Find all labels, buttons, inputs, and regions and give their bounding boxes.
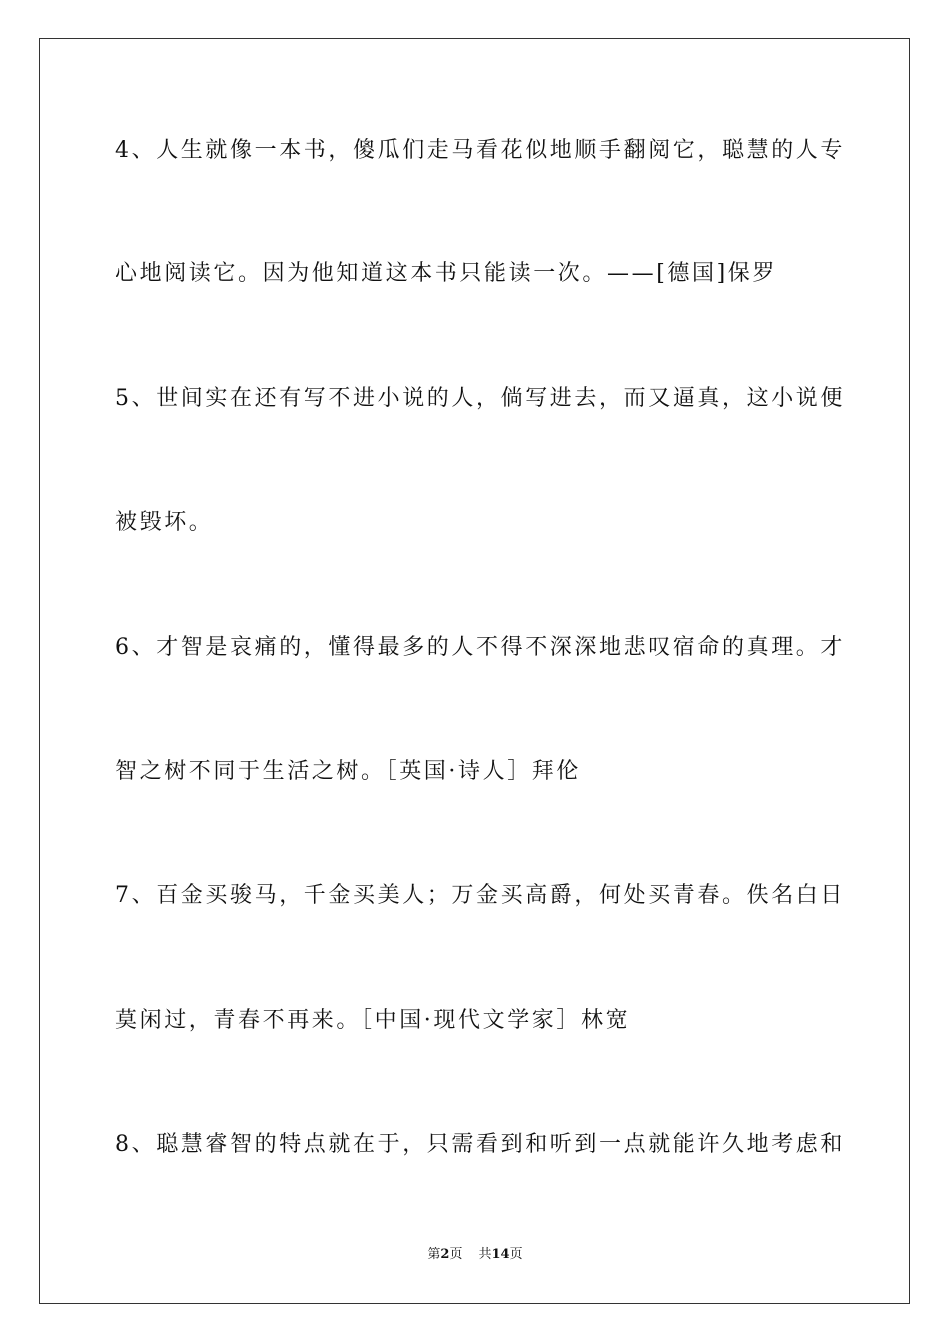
page-footer [0,1246,950,1264]
page-number: 2 [440,1247,450,1262]
total-suffix: 页 [509,1247,523,1262]
text-line-8: 莫闲过，青春不再来。［中国·现代文学家］林宽 [115,1008,631,1033]
page-frame [39,38,910,1304]
text-line-4: 被毁坏。 [115,510,214,535]
text-line-3: 5、世间实在还有写不进小说的人，倘写进去，而又逼真，这小说便 [115,386,845,411]
text-line-1: 4、人生就像一本书，傻瓜们走马看花似地顺手翻阅它，聪慧的人专 [115,138,845,163]
page-suffix: 页 [449,1247,463,1262]
total-pages: 14 [491,1247,510,1262]
page-prefix: 第 [427,1247,441,1262]
total-prefix: 共 [478,1247,492,1262]
text-line-9: 8、聪慧睿智的特点就在于，只需看到和听到一点就能许久地考虑和 [115,1132,845,1157]
text-line-6: 智之树不同于生活之树。［英国·诗人］拜伦 [115,759,581,784]
text-line-5: 6、才智是哀痛的，懂得最多的人不得不深深地悲叹宿命的真理。才 [115,635,845,660]
text-line-7: 7、百金买骏马，千金买美人；万金买高爵，何处买青春。佚名白日 [115,883,845,908]
text-line-2: 心地阅读它。因为他知道这本书只能读一次。——[德国]保罗 [115,261,777,286]
